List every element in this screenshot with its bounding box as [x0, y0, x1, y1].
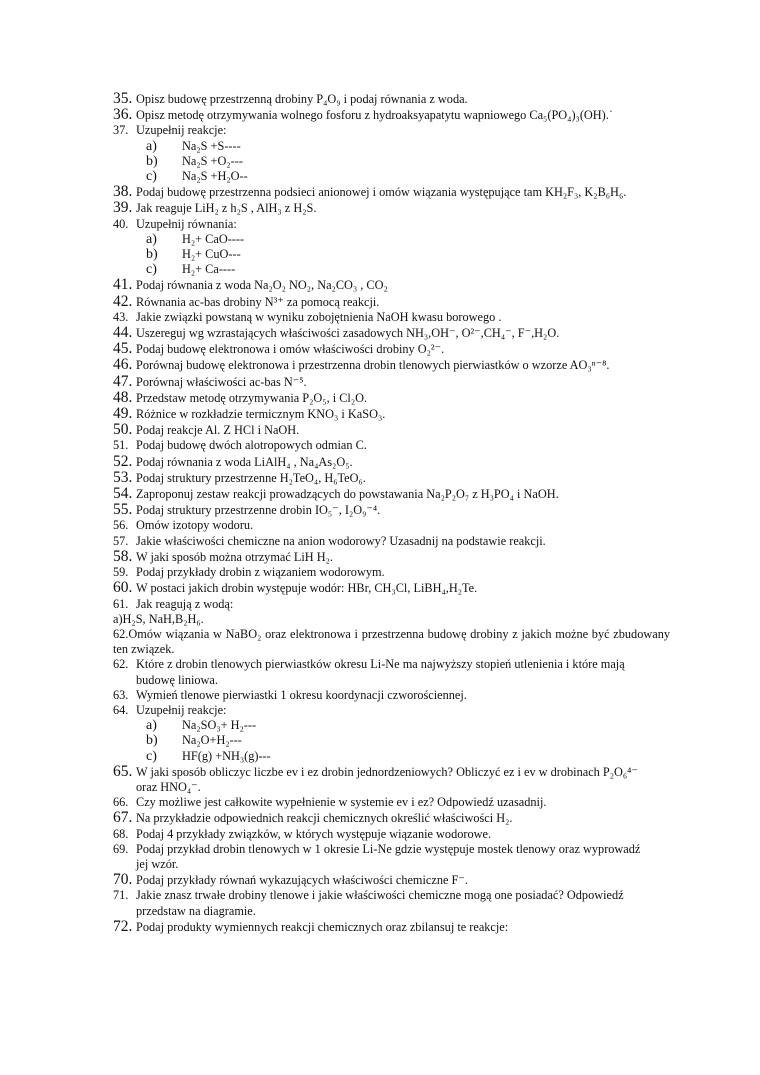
question-item [113, 827, 670, 842]
question-text: Podaj budowę przestrzenna podsieci anionowej i omów wiązania występujące tam KH₂F₃, K₂B₆H₆. [136, 185, 627, 200]
question-number: 37. [113, 123, 129, 138]
subitem-letter: a) [146, 231, 157, 247]
question-text: Porównaj budowę elektronowa i przestrzenna drobin tlenowych pierwiastków o wzorze AO₃ⁿ⁻⁸. [136, 358, 610, 373]
question-number: 61. [113, 596, 129, 611]
question-number: 71. [113, 888, 129, 903]
question-number: 52. [113, 452, 133, 470]
question-number: 49. [113, 405, 133, 423]
question-item [113, 374, 670, 390]
question-item [113, 470, 670, 486]
question-number: 63. [113, 687, 129, 702]
question-number: 46. [113, 356, 133, 374]
question-text: Różnice w rozkładzie termicznym KNO₃ i KaSO₃. [136, 407, 386, 422]
question-number: 53. [113, 468, 133, 486]
subitem [113, 169, 670, 184]
question-text: Podaj produkty wymiennych reakcji chemicznych oraz zbilansuj te reakcje: [136, 919, 509, 934]
subitem [113, 749, 670, 764]
subitem [113, 262, 670, 277]
question-item [113, 107, 670, 123]
question-item [113, 277, 670, 293]
question-item [113, 919, 670, 935]
question-text: Czy możliwe jest całkowite wypełnienie w systemie ev i ez? Odpowiedź uzasadnij. [136, 795, 547, 810]
question-text: Podaj równania z woda Na₂O₂ NO₂, Na₂CO₃ , CO₂ [136, 278, 388, 293]
question-continuation: przedstaw na diagramie. [136, 903, 256, 918]
question-text: Przedstaw metodę otrzymywania P₂O₅, i Cl₂O. [136, 390, 368, 405]
question-text: Podaj przykład drobin tlenowych w 1 okresie Li-Ne gdzie występuje mostek tlenowy oraz wyprowadź [136, 841, 641, 856]
question-item [113, 565, 670, 580]
question-text: Na przykładzie odpowiednich reakcji chemicznych określić właściwości H₂. [136, 811, 513, 826]
subitem-letter: b) [146, 153, 158, 169]
question-text: Podaj reakcje Al. Z HCl i NaOH. [136, 423, 300, 438]
question-number: 65. [113, 762, 133, 780]
question-number: 54. [113, 485, 133, 503]
question-item [113, 597, 670, 612]
question-number: 70. [113, 871, 133, 889]
question-number: 41. [113, 276, 133, 294]
question-number: 40. [113, 216, 129, 231]
subitem-letter: c) [146, 262, 157, 278]
question-number: 47. [113, 372, 133, 390]
subitem [113, 247, 670, 262]
question-text: Podaj równania z woda LiAlH₄ , Na₄As₂O₅. [136, 454, 353, 469]
question-text: Podaj budowę dwóch alotropowych odmian C. [136, 438, 367, 453]
question-text: Podaj przykłady drobin z wiązaniem wodorowym. [136, 565, 385, 580]
question-text: Jakie znasz trwałe drobiny tlenowe i jakie właściwości chemiczne mogą one posiadać? Odpowiedź [136, 888, 624, 903]
question-item [113, 325, 670, 341]
question-text: Jak reagują z wodą: [136, 596, 234, 611]
question-number: 36. [113, 106, 133, 124]
subitem [113, 232, 670, 247]
question-number: 60. [113, 579, 133, 597]
question-item [113, 294, 670, 310]
question-text: Omów izotopy wodoru. [136, 518, 254, 533]
question-text: Podaj budowę elektronowa i omów właściwości drobiny O₂²⁻. [136, 342, 445, 357]
question-text: Opisz metodę otrzymywania wolnego fosforu z hydroaksyapatytu wapniowego Ca₅(PO₄)₃(OH).˙ [136, 108, 613, 123]
subitem [113, 718, 670, 733]
question-item [113, 764, 670, 780]
question-text: Opisz budowę przestrzenną drobiny P₄O₉ i podaj równania z woda. [136, 92, 468, 106]
question-text: Podaj struktury przestrzenne H₂TeO₄, H₆TeO₆. [136, 470, 366, 485]
question-text: Jakie właściwości chemiczne na anion wodorowy? Uzasadnij na podstawie reakcji. [136, 533, 546, 548]
question-item [113, 518, 670, 533]
question-text: 62.Omów wiązania w NaBO₂ oraz elektronowa i przestrzenna budowę drobiny z jakich możne być zbudowany ten związek. [113, 626, 670, 657]
question-text: Uszereguj wg wzrastających właściwości zasadowych NH₃,OH⁻, O²⁻,CH₄⁻, F⁻,H₂O. [136, 326, 560, 341]
question-item [113, 341, 670, 357]
question-number: 39. [113, 199, 133, 217]
question-text: Jakie związki powstaną w wyniku zobojętnienia NaOH kwasu borowego . [136, 309, 502, 324]
question-item [113, 454, 670, 470]
subitem-text: Na₂S +H₂O-- [182, 169, 248, 184]
question-item [113, 703, 670, 718]
question-item [113, 842, 670, 857]
question-text: W jaki sposób obliczyc liczbe ev i ez drobin jednordzeniowych? Obliczyć ez i ev w drobinach P₂O₆⁴⁻ [136, 764, 638, 779]
question-text: Równania ac-bas drobiny N³⁺ za pomocą reakcji. [136, 294, 380, 309]
question-number: 48. [113, 388, 133, 406]
subitem-text: Na₂O+H₂--- [182, 733, 242, 748]
subitem-text: Na₂SO₃+ H₂--- [182, 718, 257, 733]
subitem-letter: a) [146, 718, 157, 734]
subitem-text: H₂+ CaO---- [182, 231, 245, 246]
subitem-text: HF(g) +NH₃(g)--- [182, 748, 271, 763]
subitem [113, 154, 670, 169]
question-number: 50. [113, 421, 133, 439]
question-text: Podaj 4 przykłady związków, w których występuje wiązanie wodorowe. [136, 826, 492, 841]
question-text: Jak reaguje LiH₂ z h₂S , AlH₃ z H₂S. [136, 201, 317, 216]
question-number: 43. [113, 309, 129, 324]
question-item [113, 310, 670, 325]
question-item [113, 123, 670, 138]
question-number: 51. [113, 438, 129, 453]
subitem-letter: a) [146, 138, 157, 154]
question-text: a)H₂S, NaH,B₂H₆. [113, 611, 204, 626]
question-number: 66. [113, 795, 129, 810]
question-item [113, 390, 670, 406]
question-number: 59. [113, 565, 129, 580]
question-continuation: oraz HNO₄⁻. [136, 779, 201, 794]
question-item [113, 580, 670, 596]
question-text: W jaki sposób można otrzymać LiH H₂. [136, 549, 334, 564]
question-item [113, 184, 670, 200]
subitem-text: H₂+ Ca---- [182, 262, 236, 277]
question-text: W postaci jakich drobin występuje wodór: HBr, CH₃Cl, LiBH₄,H₂Te. [136, 581, 478, 596]
question-text: Zaproponuj zestaw reakcji prowadzących do powstawania Na₂P₂O₇ z H₃PO₄ i NaOH. [136, 487, 559, 502]
question-item [113, 200, 670, 216]
question-item [113, 438, 670, 453]
question-number: 57. [113, 533, 129, 548]
question-number: 64. [113, 702, 129, 717]
question-item [113, 217, 670, 232]
question-number: 68. [113, 826, 129, 841]
question-number: 38. [113, 183, 133, 201]
question-item [113, 91, 670, 107]
subitem-letter: c) [146, 169, 157, 185]
question-text: Uzupełnij reakcje: [136, 123, 227, 138]
question-number: 35. [113, 90, 133, 107]
question-number: 44. [113, 324, 133, 342]
question-number: 55. [113, 501, 133, 519]
subitem-text: H₂+ CuO--- [182, 247, 241, 262]
question-item [113, 872, 670, 888]
question-item [113, 406, 670, 422]
subitem-text: Na₂S +S---- [182, 138, 241, 153]
question-number: 45. [113, 340, 133, 358]
subitem-letter: c) [146, 748, 157, 764]
subitem [113, 139, 670, 154]
question-item [113, 357, 670, 373]
question-item [113, 502, 670, 518]
question-number: 42. [113, 292, 133, 310]
question-text: Uzupełnij równania: [136, 216, 237, 231]
question-number: 69. [113, 841, 129, 856]
question-item [113, 888, 670, 903]
question-list [113, 91, 670, 935]
subitem [113, 733, 670, 748]
question-number: 56. [113, 518, 129, 533]
question-item [113, 810, 670, 826]
question-number: 67. [113, 809, 133, 827]
subitem-letter: b) [146, 247, 158, 263]
question-item [113, 795, 670, 810]
question-item [113, 534, 670, 549]
question-text: Porównaj właściwości ac-bas N⁻⁵. [136, 374, 307, 389]
question-item [113, 657, 670, 672]
question-number: 58. [113, 547, 133, 565]
question-item [113, 549, 670, 565]
question-item [113, 422, 670, 438]
question-text: Wymień tlenowe pierwiastki 1 okresu koordynacji czworościennej. [136, 687, 467, 702]
question-number: 62. [113, 657, 129, 672]
question-text: Podaj struktury przestrzenne drobin IO₅⁻, I₂O₉⁻⁴. [136, 503, 381, 518]
question-text: Podaj przykłady równań wykazujących właściwości chemiczne F⁻. [136, 873, 468, 888]
question-text: Które z drobin tlenowych pierwiastków okresu Li-Ne ma najwyższy stopień utlenienia i które mają [136, 657, 625, 672]
question-continuation: budowę liniowa. [136, 672, 218, 687]
question-continuation: jej wzór. [136, 856, 179, 871]
subitem-text: Na₂S +O₂--- [182, 153, 243, 168]
question-item [113, 688, 670, 703]
subitem-letter: b) [146, 733, 158, 749]
question-text: Uzupełnij reakcje: [136, 702, 227, 717]
question-number: 72. [113, 917, 133, 935]
question-item [113, 486, 670, 502]
